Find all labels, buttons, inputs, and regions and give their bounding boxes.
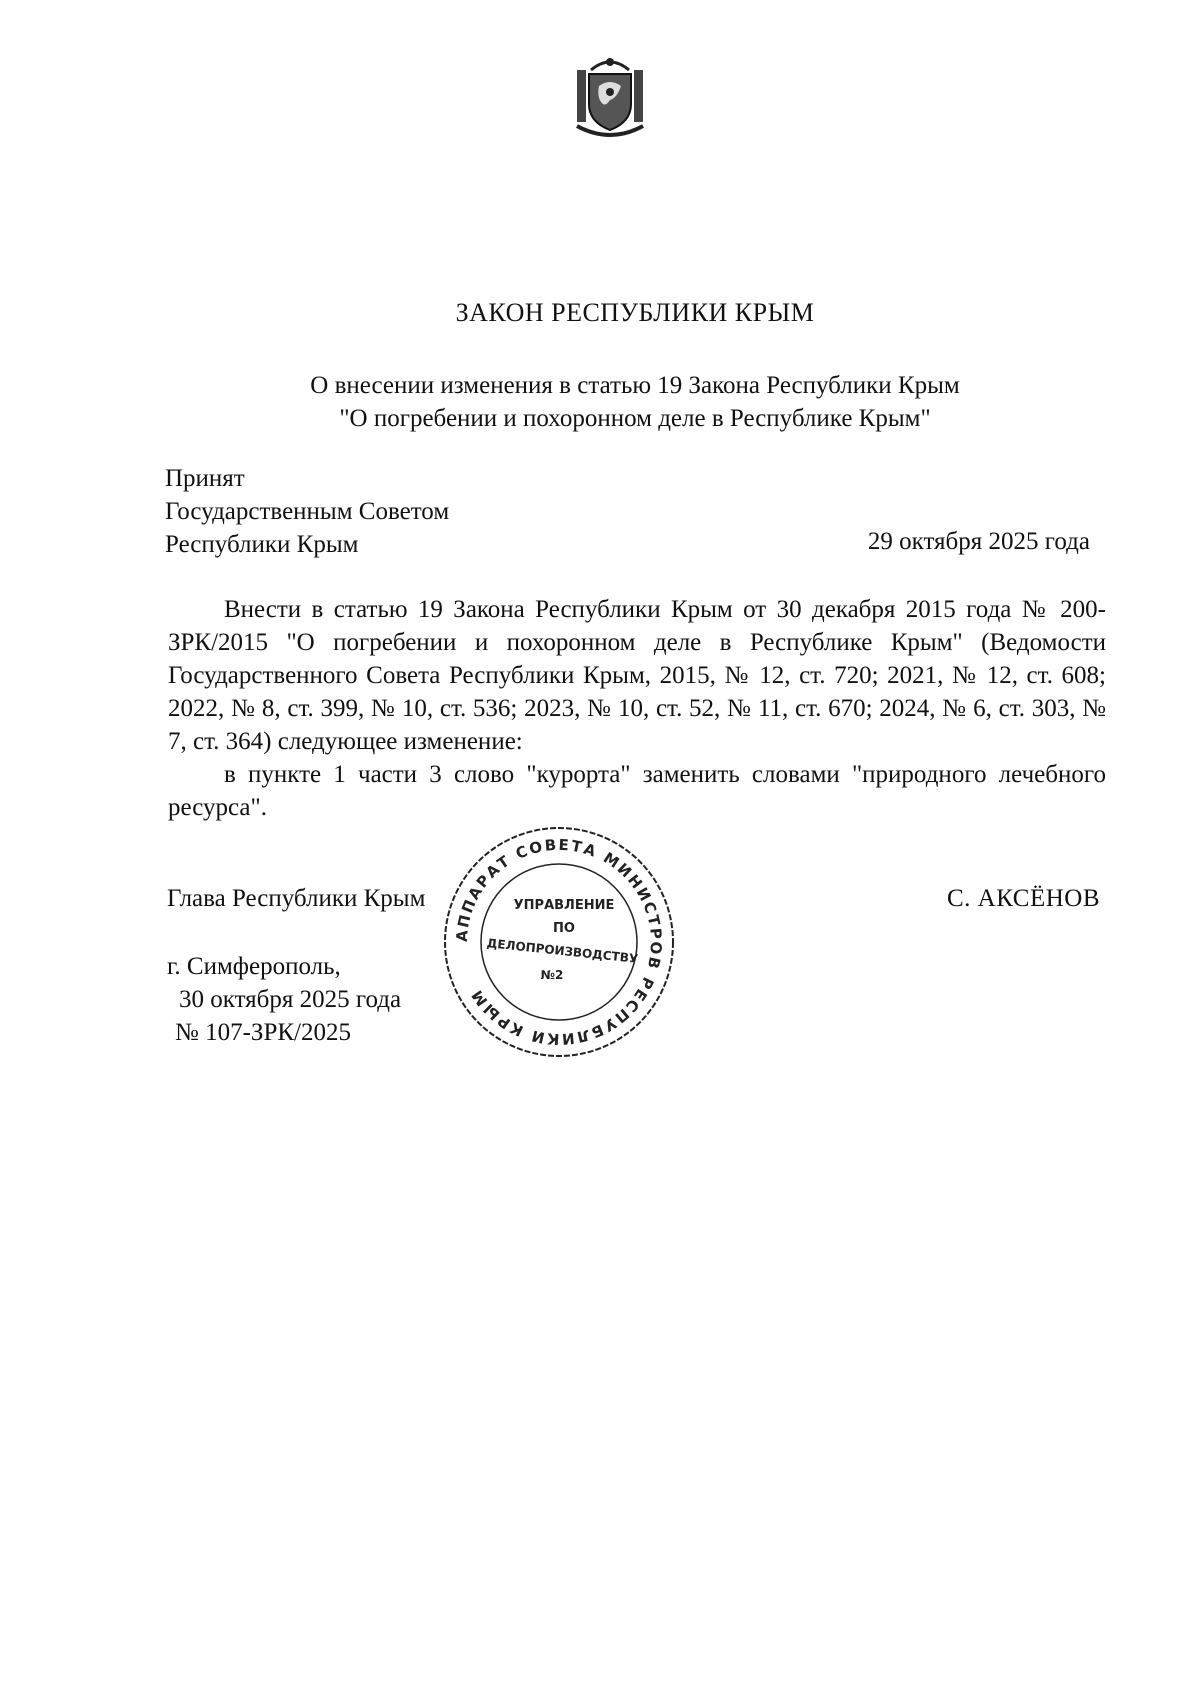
- footer-city: г. Симферополь,: [167, 953, 341, 980]
- subtitle-line-2: "О погребении и похоронном деле в Республике Крым": [339, 405, 931, 432]
- adoption-line-2: Государственным Советом: [165, 498, 450, 525]
- law-title: ЗАКОН РЕСПУБЛИКИ КРЫМ: [455, 298, 815, 327]
- stamp-line-2: ПО: [553, 921, 575, 936]
- footer-number: № 107-ЗРК/2025: [175, 1019, 351, 1046]
- subtitle-line-1: О внесении изменения в статью 19 Закона Республики Крым: [310, 372, 960, 399]
- stamp-line-4: №2: [540, 968, 564, 982]
- law-body: [168, 593, 1106, 824]
- signatory-name: С. АКСЁНОВ: [946, 885, 1100, 912]
- adoption-line-3: Республики Крым: [165, 531, 359, 558]
- svg-text:АППАРАТ СОВЕТА МИНИСТРОВ РЕСПУ: [453, 836, 665, 1048]
- body-paragraph-2: в пункте 1 части 3 слово "курорта" заменить словами "природного лечебного ресурса".: [168, 761, 1106, 821]
- place-date-number: [167, 950, 401, 1049]
- official-stamp: [440, 823, 678, 1061]
- adoption-line-1: Принят: [165, 465, 245, 492]
- crimea-coat-of-arms-icon: [571, 52, 649, 138]
- stamp-line-1: УПРАВЛЕНИЕ: [513, 898, 615, 913]
- stamp-ring-text: АППАРАТ СОВЕТА МИНИСТРОВ РЕСПУБЛИКИ КРЫМ: [452, 835, 666, 1049]
- body-paragraph-1: Внести в статью 19 Закона Республики Крым от 30 декабря 2015 года № 200-ЗРК/2015 "О погребении и похоронном деле в Республике Крым" (Ведомости Государственного Совета Республики Крым, 2015, № 12, ст. 720; 2021, № 12, ст. 608; 2022, № 8, ст. 399, № 10, ст. 536; 2023, № 10, ст. 52, № 11, ст. 670; 2024, № 6, ст. 303, № 7, ст. 364) следующее изменение:: [168, 596, 1106, 755]
- signature-label: Глава Республики Крым: [167, 885, 426, 912]
- footer-date: 30 октября 2025 года: [179, 986, 402, 1013]
- adoption-date: 29 октября 2025 года: [867, 528, 1090, 555]
- adoption-block: [165, 462, 449, 561]
- law-subtitle: [0, 369, 1200, 435]
- stamp-line-3: ДЕЛОПРОИЗВОДСТВУ: [486, 936, 639, 966]
- coat-of-arms-emblem: [571, 52, 649, 138]
